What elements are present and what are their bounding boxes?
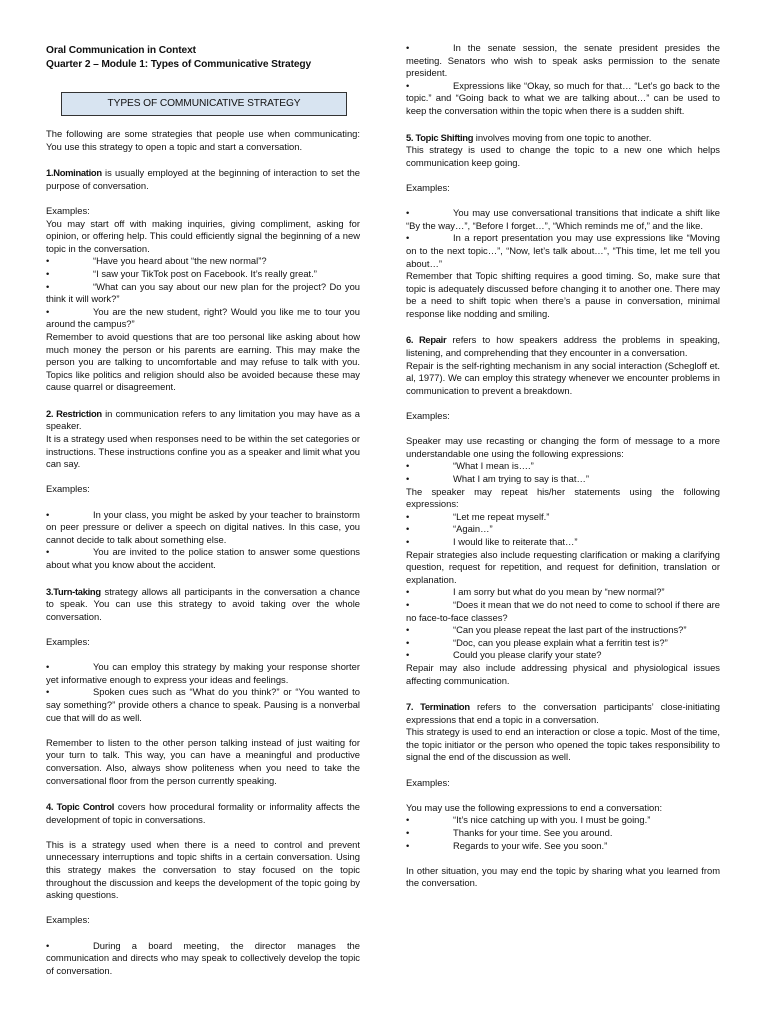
repair-paragraph: Repair is the self-righting mechanism in any social interaction (Schegloff et. al, 1977). We can employ this strategy whenever we encounter problems in communication to prevent a breakdown. (406, 359, 720, 396)
nomination-paragraph: You may start off with making inquiries, giving compliment, asking for opinion, or offering help. This could efficiently signal the beginning of a new topic in the conversation. (46, 217, 360, 254)
course-title: Oral Communication in Context (46, 45, 196, 56)
list-item: • “Have you heard about “the new normal”? (46, 255, 267, 267)
restriction-definition: 2. Restriction in communication refers to any limitation you may have as a speaker. (46, 407, 360, 432)
examples-label: Examples: (406, 410, 450, 422)
list-item: • In the senate session, the senate president presides the meeting. Senators who wish to speak asks permission to the senate president. (406, 42, 720, 79)
list-item: • “I saw your TikTok post on Facebook. It’s really great.” (46, 267, 317, 279)
list-item: • “Again…” (406, 523, 493, 535)
repair-repeat-intro: The speaker may repeat his/her statements using the following expressions: (406, 485, 720, 510)
turn-taking-definition: 3.Turn-taking strategy allows all participants in the conversation a chance to speak. You can use this strategy to avoid taking over the whole conversation. (46, 585, 360, 622)
repair-clarify-intro: Repair strategies also include requesting clarification or making a clarifying question, request for repetition, and request for definition, translation or explanation. (406, 548, 720, 585)
list-item: • What I am trying to say is that…” (406, 473, 589, 484)
repair-recast-intro: Speaker may use recasting or changing the form of message to a more understandable one using the following expressions: (406, 435, 720, 459)
list-item: • I am sorry but what do you mean by “new normal?” (406, 586, 665, 598)
restriction-paragraph: It is a strategy used when responses need to be within the set categories or instructions. These instructions confine you as a speaker and limit what you can say. (46, 433, 360, 470)
section-title-box: TYPES OF COMMUNICATIVE STRATEGY (61, 92, 347, 116)
topic-shifting-paragraph: This strategy is used to change the topic to a new one which helps communication keep going. (406, 144, 720, 168)
topic-shifting-definition: 5. Topic Shifting involves moving from one topic to another. (406, 131, 652, 143)
topic-control-definition: 4. Topic Control covers how procedural formality or informality affects the development of topic in conversations. (46, 801, 360, 825)
list-item: • “What I mean is….” (406, 460, 534, 472)
examples-label: Examples: (46, 635, 90, 647)
intro-paragraph: The following are some strategies that people use when communicating: You use this strategy to open a topic and start a conversation. (46, 128, 360, 152)
list-item: • In a report presentation you may use expressions like “Moving on to the next topic…”, “Now, let’s talk about…”, “This time, let me tell you about…” (406, 232, 720, 269)
list-item: • Thanks for your time. See you around. (406, 827, 613, 839)
termination-note: In other situation, you may end the topic by sharing what you learned from the conversation. (406, 864, 720, 889)
list-item: • “It’s nice catching up with you. I must be going.” (406, 814, 651, 826)
examples-label: Examples: (406, 776, 450, 788)
topic-shifting-note: Remember that Topic shifting requires a good timing. So, make sure that topic is adequately discussed before changing it to another one. There may be a need to shift topic when there’s a pause in conversation, minimal response like nodding and smiling. (406, 270, 720, 319)
repair-heading: 6. Repair (406, 334, 447, 346)
left-column (46, 128, 360, 977)
repair-definition: 6. Repair refers to how speakers address the problems in speaking, listening, and comprehending that they encounter in a conversation. (406, 334, 720, 359)
list-item: • “What can you say about our new plan for the project? Do you think it will work?” (46, 280, 360, 305)
list-item: • Could you please clarify your state? (406, 649, 602, 661)
list-item: • “Doc, can you please explain what a ferritin test is?” (406, 636, 668, 648)
topic-control-heading: 4. Topic Control (46, 801, 115, 813)
termination-definition: 7. Termination refers to the conversation participants’ close-initiating expressions that end a topic in a conversation. (406, 701, 720, 725)
examples-label: Examples: (406, 181, 450, 193)
repair-note: Repair may also include addressing physical and physiological issues affecting communication. (406, 661, 720, 686)
termination-heading: 7. Termination (406, 701, 470, 713)
nomination-note: Remember to avoid questions that are too personal like asking about how much money the person or his parents are earning. This may make the person you are talking to uncomfortable and may refuse to talk with you. Topics like politics and religion should also be avoided because these may cause quarrel or disagreement. (46, 330, 360, 393)
list-item: • During a board meeting, the director manages the communication and directs who may speak to collectively develop the topic of conversation. (46, 939, 360, 976)
list-item: • In your class, you might be asked by your teacher to brainstorm on peer pressure or deliver a speech on digital natives. In this case, you cannot decide to talk about something else. (46, 508, 360, 545)
list-item: • Expressions like “Okay, so much for that… “Let’s go back to the topic.” and “Going back to what we are talking about…” can be used to keep the conversation within the topic when there is a sudden shift. (406, 79, 720, 116)
termination-expressions-intro: You may use the following expressions to end a conversation: (406, 801, 663, 813)
list-item: • You are the new student, right? Would you like me to tour you around the campus?” (46, 305, 360, 330)
termination-paragraph: This strategy is used to end an interaction or close a topic. Most of the time, the topic initiator or the person who opened the topic takes responsibility to signal the end of the discussion as well. (406, 726, 720, 763)
list-item: • “Can you please repeat the last part of the instructions?” (406, 624, 687, 636)
list-item: • Regards to your wife. See you soon.” (406, 839, 608, 851)
list-item: • Spoken cues such as “What do you think?” or “You wanted to say something?” provide others a chance to speak. Pausing is a nonverbal cue that will do as well. (46, 686, 360, 723)
list-item: • I would like to reiterate that…” (406, 535, 578, 547)
right-column (406, 42, 720, 890)
turn-taking-heading: 3.Turn-taking (46, 585, 101, 597)
turn-taking-note: Remember to listen to the other person talking instead of just waiting for your turn to talk. This way, you can have a meaningful and productive conversation. Also, always show politeness when you need to take the conversational floor from the person currently speaking. (46, 736, 360, 786)
list-item: • You may use conversational transitions that indicate a shift like “By the way…”, “Before I forget…”, “Which reminds me of,” and the like. (406, 207, 720, 231)
module-title: Quarter 2 – Module 1: Types of Communicative Strategy (46, 58, 312, 70)
restriction-heading: 2. Restriction (46, 407, 102, 419)
list-item: • “Let me repeat myself.” (406, 510, 550, 522)
nomination-definition: 1.Nomination is usually employed at the beginning of interaction to set the purpose of conversation. (46, 167, 360, 191)
nomination-heading: 1.Nomination (46, 167, 102, 179)
document-header (46, 44, 366, 71)
list-item: • “Does it mean that we do not need to come to school if there are no face-to-face classes? (406, 598, 720, 623)
examples-label: Examples: (46, 483, 90, 495)
list-item: • You can employ this strategy by making your response shorter yet informative enough to express your ideas and feelings. (46, 661, 360, 685)
examples-label: Examples: (46, 204, 90, 216)
topic-control-paragraph: This is a strategy used when there is a need to control and prevent unnecessary interruptions and topic shifts in a certain conversation. Using this strategy makes the conversation to stay focused on the topic throughout the discussion and keeps the development of the topic going by asking questions. (46, 838, 360, 901)
examples-label: Examples: (46, 914, 90, 926)
topic-shifting-heading: 5. Topic Shifting (406, 131, 474, 143)
list-item: • You are invited to the police station to answer some questions about what you know about the accident. (46, 546, 360, 570)
